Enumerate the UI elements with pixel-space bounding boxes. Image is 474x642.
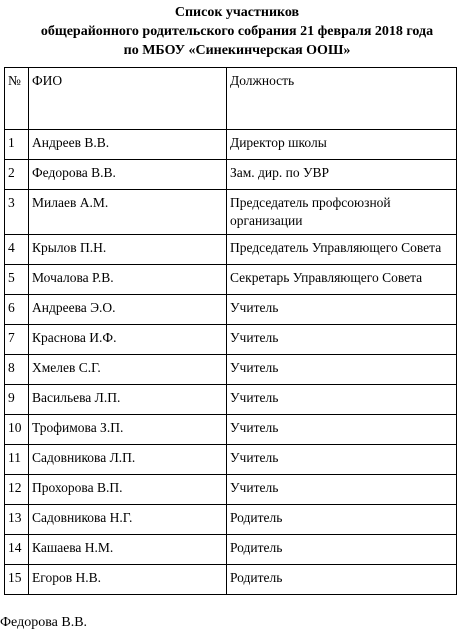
participant-position: Учитель — [227, 445, 457, 475]
row-number: 2 — [5, 160, 29, 190]
participant-name: Федорова В.В. — [29, 160, 227, 190]
participants-table — [4, 67, 457, 595]
document-subtitle: общерайонного родительского собрания 21 февраля 2018 года — [40, 24, 434, 39]
school-name: по МБОУ «Синекинчерская ООШ» — [123, 43, 351, 58]
document-title: Список участников — [174, 5, 300, 20]
table-row — [5, 325, 457, 355]
participant-name: Васильева Л.П. — [29, 385, 227, 415]
participant-position: Секретарь Управляющего Совета — [227, 265, 457, 295]
participant-position: Зам. дир. по УВР — [227, 160, 457, 190]
row-number: 8 — [5, 355, 29, 385]
participant-position: Родитель — [227, 505, 457, 535]
participant-position: Учитель — [227, 295, 457, 325]
signature-name: Федорова В.В. — [0, 615, 88, 630]
row-number: 4 — [5, 235, 29, 265]
participant-name: Мочалова Р.В. — [29, 265, 227, 295]
table-row — [5, 385, 457, 415]
participant-name: Андреева Э.О. — [29, 295, 227, 325]
row-number: 14 — [5, 535, 29, 565]
row-number: 10 — [5, 415, 29, 445]
row-number: 9 — [5, 385, 29, 415]
column-header-position: Должность — [227, 68, 457, 130]
participant-name: Прохорова В.П. — [29, 475, 227, 505]
row-number: 13 — [5, 505, 29, 535]
table-row — [5, 265, 457, 295]
table-row — [5, 355, 457, 385]
row-number: 1 — [5, 130, 29, 160]
row-number: 3 — [5, 190, 29, 235]
participant-name: Андреев В.В. — [29, 130, 227, 160]
row-number: 5 — [5, 265, 29, 295]
participant-position: Родитель — [227, 535, 457, 565]
participant-position: Учитель — [227, 415, 457, 445]
table-row — [5, 565, 457, 595]
table-row — [5, 130, 457, 160]
column-header-name: ФИО — [29, 68, 227, 130]
row-number: 7 — [5, 325, 29, 355]
participant-name: Хмелев С.Г. — [29, 355, 227, 385]
table-row — [5, 295, 457, 325]
row-number: 12 — [5, 475, 29, 505]
participant-name: Краснова И.Ф. — [29, 325, 227, 355]
table-row — [5, 415, 457, 445]
table-row — [5, 535, 457, 565]
table-header-row — [5, 68, 457, 130]
participant-position: Председатель профсоюзной организации — [227, 190, 457, 235]
participant-position: Учитель — [227, 355, 457, 385]
column-header-number: № — [5, 68, 29, 130]
participant-name: Крылов П.Н. — [29, 235, 227, 265]
participant-position: Учитель — [227, 475, 457, 505]
participant-name: Трофимова З.П. — [29, 415, 227, 445]
table-row — [5, 445, 457, 475]
table-row — [5, 190, 457, 235]
table-row — [5, 235, 457, 265]
participant-position: Учитель — [227, 385, 457, 415]
participant-name: Кашаева Н.М. — [29, 535, 227, 565]
row-number: 15 — [5, 565, 29, 595]
table-row — [5, 505, 457, 535]
participant-name: Садовникова Н.Г. — [29, 505, 227, 535]
table-row — [5, 475, 457, 505]
participant-name: Милаев А.М. — [29, 190, 227, 235]
row-number: 11 — [5, 445, 29, 475]
participant-position: Учитель — [227, 325, 457, 355]
participant-position: Председатель Управляющего Совета — [227, 235, 457, 265]
table-row — [5, 160, 457, 190]
participant-position: Директор школы — [227, 130, 457, 160]
participant-name: Садовникова Л.П. — [29, 445, 227, 475]
row-number: 6 — [5, 295, 29, 325]
participant-name: Егоров Н.В. — [29, 565, 227, 595]
participant-position: Родитель — [227, 565, 457, 595]
